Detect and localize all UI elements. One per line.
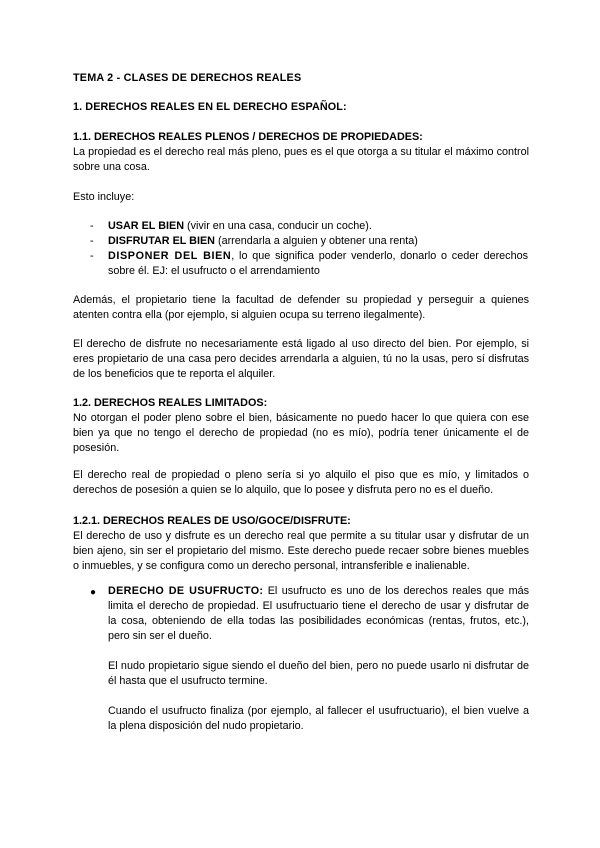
paragraph: No otorgan el poder pleno sobre el bien, básicamente no puedo hacer lo que quiera con ese bien ya que no tengo el derecho de propiedad (no es mío), podría tener únicamente el de posesión. [73,412,529,454]
section-heading-1: 1. DERECHOS REALES EN EL DERECHO ESPAÑOL: [73,101,347,113]
paragraph: Además, el propietario tiene la facultad de defender su propiedad y perseguir a quienes atenten contra ella (por ejemplo, si alguien ocupa su terreno ilegalmente). [73,294,529,321]
list-item-text: , lo que significa poder venderlo, donarlo o ceder derechos sobre él. EJ: el usufructo o el arrendamiento [108,250,528,277]
paragraph: El derecho de disfrute no necesariamente está ligado al uso directo del bien. Por ejemplo, si eres propietario de una casa pero decides arrendarla a alguien, tú no la usas, pero sí disfrutas de los beneficios que te reporta el alquiler. [73,338,529,380]
list-item-term: USAR EL BIEN [108,220,184,232]
list-item-text: (vivir en una casa, conducir un coche). [184,220,372,232]
bullet-icon: ● [90,587,97,598]
list-dash: - [90,235,94,247]
paragraph: La propiedad es el derecho real más pleno, pues es el que otorga a su titular el máximo control sobre una cosa. [73,146,529,173]
paragraph: El derecho de uso y disfrute es un derecho real que permite a su titular usar y disfrutar de un bien ajeno, sin ser el propietario del mismo. Este derecho puede recaer sobre bienes muebles o inmuebles, y se configura como un derecho personal, intransferible e inalienable. [73,530,529,572]
list-item [108,249,528,279]
list-item-text: (arrendarla a alguien y obtener una renta) [214,235,418,247]
bullet-subparagraph: El nudo propietario sigue siendo el dueño del bien, pero no puede usarlo ni disfrutar de él hasta que el usufructo termine. [108,660,529,687]
section-heading-1-1: 1.1. DERECHOS REALES PLENOS / DERECHOS DE PROPIEDADES: [73,131,423,143]
list-item [108,219,528,234]
bullet-item-text: El usufructo es uno de los derechos reales que más limita el derecho de propiedad. El usufructuario tiene el derecho de usar y disfrutar de la cosa, obteniendo de ella todas las posibilidades económicas (rentas, frutos, etc.), pero sin ser el dueño. [108,585,529,642]
list-item-term: DISPONER DEL BIEN [108,250,232,262]
document-title: TEMA 2 - CLASES DE DERECHOS REALES [73,72,302,84]
bullet-subparagraph: Cuando el usufructo finaliza (por ejemplo, al fallecer el usufructuario), el bien vuelve a la plena disposición del nudo propietario. [108,705,529,732]
list-dash: - [90,250,94,262]
paragraph: Esto incluye: [73,191,135,203]
bullet-item-term: DERECHO DE USUFRUCTO: [108,585,264,597]
list-item-term: DISFRUTAR EL BIEN [108,235,215,247]
section-heading-1-2-1: 1.2.1. DERECHOS REALES DE USO/GOCE/DISFRUTE: [73,515,351,527]
section-heading-1-2: 1.2. DERECHOS REALES LIMITADOS: [73,397,268,409]
list-dash: - [90,220,94,232]
bullet-item [108,584,529,644]
list-item [108,234,528,249]
paragraph: El derecho real de propiedad o pleno sería si yo alquilo el piso que es mío, y limitados o derechos de posesión a quien se lo alquilo, que lo posee y disfruta pero no es el dueño. [73,469,529,496]
